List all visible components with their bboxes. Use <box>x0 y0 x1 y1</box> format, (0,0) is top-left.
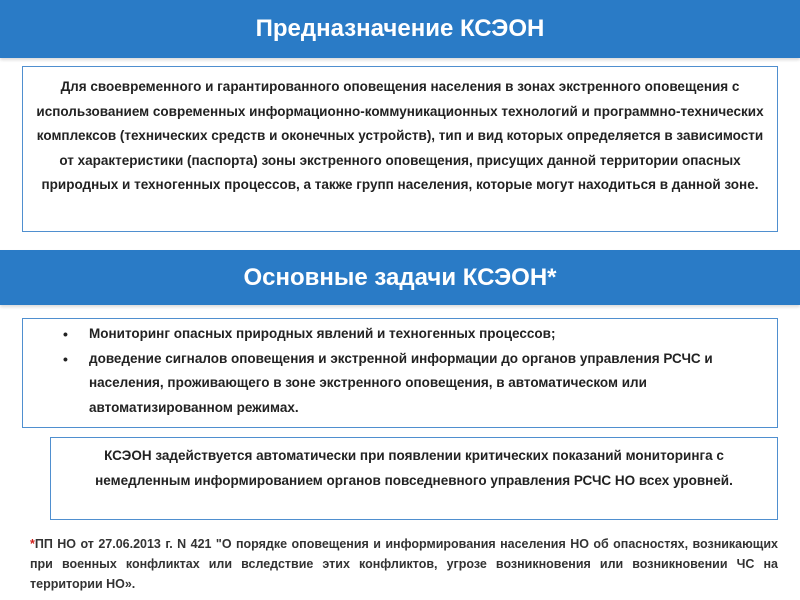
tasks-box <box>22 318 778 428</box>
task-item-signaling <box>23 347 767 421</box>
purpose-text-box <box>22 66 778 232</box>
task-text: доведение сигналов оповещения и экстренной информации до органов управления РСЧС и населения, проживающего в зоне экстренного оповещения, в автоматическом или автоматизированном режимах. <box>89 350 713 415</box>
bullet-icon: • <box>63 326 68 342</box>
tasks-title: Основные задачи КСЭОН* <box>243 264 557 291</box>
task-item-monitoring <box>23 322 767 347</box>
footnote <box>30 534 778 594</box>
tasks-list <box>23 322 767 420</box>
purpose-title-banner <box>0 0 800 58</box>
trigger-note-box <box>50 437 778 520</box>
purpose-text: Для своевременного и гарантированного оповещения населения в зонах экстренного оповещения с использованием современных информационно-коммуникационных технологий и программно-технических комплексов (технических средств и оконечных устройств), тип и вид которых определяется в зависимости от характеристики (паспорта) зоны экстренного оповещения, присущих данной территории опасных природных и техногенных процессов, а также групп населения, которые могут находиться в данной зоне. <box>36 79 764 192</box>
task-text: Мониторинг опасных природных явлений и техногенных процессов; <box>89 326 556 341</box>
trigger-note-text: КСЭОН задействуется автоматически при появлении критических показаний мониторинга с немедленным информированием органов повседневного управления РСЧС НО всех уровней. <box>95 448 733 488</box>
bullet-icon: • <box>63 350 68 367</box>
purpose-title: Предназначение КСЭОН <box>255 15 545 42</box>
footnote-text: ПП НО от 27.06.2013 г. N 421 "О порядке оповещения и информирования населения НО об опасностях, возникающих при военных конфликтах или вследствие этих конфликтов, угрозе возникновения или возникновении ЧС на территории НО». <box>30 537 778 591</box>
footnote-star: * <box>30 537 35 551</box>
tasks-title-banner <box>0 250 800 305</box>
